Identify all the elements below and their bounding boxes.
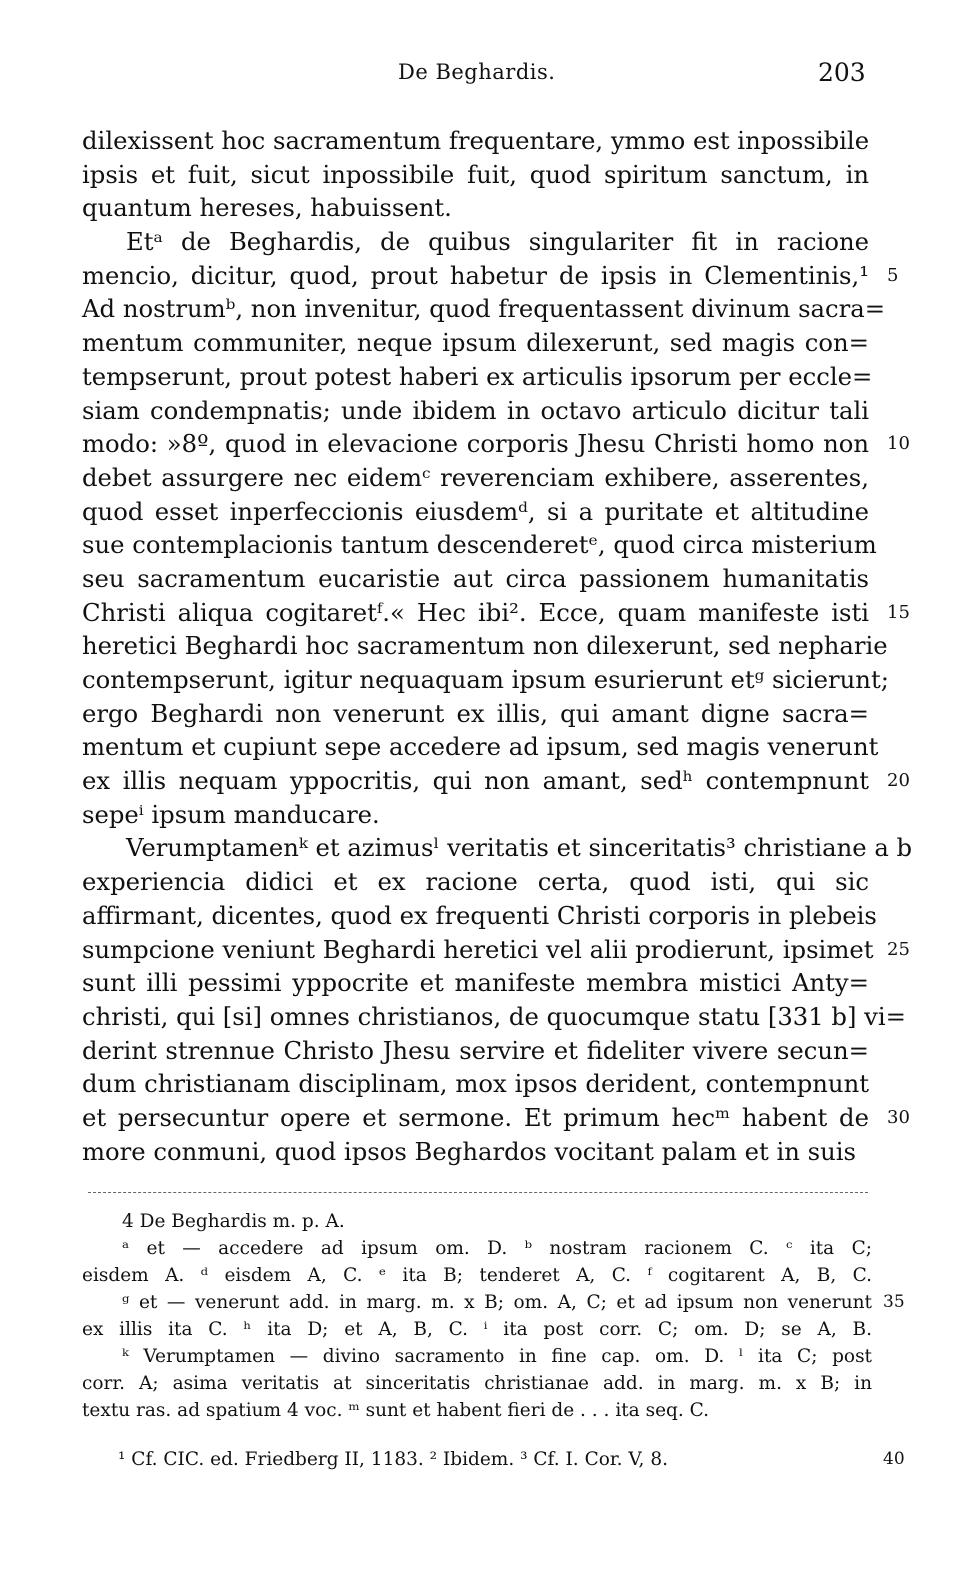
- text-line: [82, 730, 879, 764]
- line-text: tempserunt, prout potest haberi ex articulis ipsorum per eccle=: [82, 361, 873, 391]
- line-text: sepeⁱ ipsum manducare.: [82, 799, 380, 829]
- page-header: [0, 58, 960, 94]
- critical-apparatus: [82, 1208, 905, 1424]
- line-text: heretici Beghardi hoc sacramentum non dilexerunt, sed nepharie: [82, 631, 888, 661]
- line-text: quod esset inperfeccionis eiusdemᵈ, si a puritate et altitudine: [82, 496, 869, 526]
- line-text: siam condempnatis; unde ibidem in octavo articulo dicitur tali: [82, 395, 869, 425]
- line-text: ex illis nequam yppocritis, qui non amant, sedʰ contempnunt: [82, 766, 869, 796]
- line-text: Etᵃ de Beghardis, de quibus singulariter fit in racione: [126, 227, 869, 257]
- text-line: [82, 764, 910, 798]
- line-text: quantum hereses, habuissent.: [82, 193, 452, 223]
- line-number: 20: [887, 770, 910, 792]
- text-line: [82, 158, 869, 192]
- line-text: Christi aliqua cogitaretᶠ.« Hec ibi². Ecce, quam manifeste isti: [82, 597, 869, 627]
- text-line: [82, 629, 888, 663]
- apparatus-text: ᵃ et — accedere ad ipsum om. D. ᵇ nostram racionem C. ᶜ ita C;: [122, 1238, 872, 1259]
- apparatus-text: 4 De Beghardis m. p. A.: [122, 1211, 345, 1232]
- line-number: 25: [887, 938, 910, 960]
- text-line: [82, 798, 869, 832]
- line-text: sumpcione veniunt Beghardi heretici vel alii prodierunt, ipsimet: [82, 934, 874, 964]
- apparatus-text: eisdem A. ᵈ eisdem A, C. ᵉ ita B; tenderet A, C. ᶠ cogitarent A, B, C.: [82, 1265, 872, 1286]
- line-text: experiencia didici et ex racione certa, quod isti, qui sic: [82, 867, 869, 897]
- line-text: mencio, dicitur, quod, prout habetur de ipsis in Clementinis,¹: [82, 260, 869, 290]
- text-line: [82, 259, 899, 293]
- line-text: affirmant, dicentes, quod ex frequenti Christi corporis in plebeis: [82, 900, 877, 930]
- text-line: [82, 528, 877, 562]
- line-text: dum christianam disciplinam, mox ipsos derident, contempnunt: [82, 1069, 869, 1099]
- source-references: [118, 1446, 905, 1473]
- text-line: [82, 1101, 910, 1135]
- main-text: [82, 124, 913, 1168]
- line-number: 35: [883, 1292, 905, 1312]
- line-text: contempserunt, igitur nequaquam ipsum esurierunt etᵍ sicierunt;: [82, 665, 889, 694]
- text-line: [82, 899, 877, 933]
- line-number: 30: [887, 1106, 910, 1128]
- line-number: 10: [887, 433, 910, 455]
- line-number: 40: [883, 1449, 905, 1469]
- text-line: [82, 663, 889, 697]
- text-line: [82, 225, 869, 259]
- line-number: 5: [887, 264, 899, 286]
- text-line: [82, 933, 910, 967]
- text-line: [82, 1067, 869, 1101]
- text-line: [82, 495, 869, 529]
- apparatus-line: [82, 1397, 872, 1424]
- line-text: et persecuntur opere et sermone. Et primum hecᵐ habent de: [82, 1102, 869, 1132]
- line-text: more conmuni, quod ipsos Beghardos vocitant palam et in suis: [82, 1136, 856, 1166]
- running-title: De Beghardis.: [398, 60, 556, 84]
- apparatus-text: ᵏ Verumptamen — divino sacramento in fine cap. om. D. ˡ ita C; post: [122, 1346, 872, 1367]
- apparatus-text: ex illis ita C. ʰ ita D; et A, B, C. ⁱ ita post corr. C; om. D; se A, B.: [82, 1319, 872, 1340]
- text-line: [82, 1000, 907, 1034]
- line-text: debet assurgere nec eidemᶜ reverenciam exhibere, asserentes,: [82, 462, 869, 492]
- page-number: 203: [818, 58, 866, 87]
- text-line: [82, 1135, 869, 1169]
- text-line: [82, 865, 869, 899]
- apparatus-line: [82, 1289, 905, 1316]
- text-line: [82, 1034, 869, 1068]
- text-line: [82, 292, 886, 326]
- line-text: dilexissent hoc sacramentum frequentare, ymmo est inpossibile: [82, 126, 870, 155]
- apparatus-line: [82, 1208, 872, 1235]
- text-line: [82, 360, 873, 394]
- apparatus-line: [82, 1343, 872, 1370]
- line-text: Ad nostrumᵇ, non invenitur, quod frequentassent divinum sacra=: [82, 294, 886, 324]
- apparatus-line: [82, 1235, 872, 1262]
- line-text: ergo Beghardi non venerunt ex illis, qui amant digne sacra=: [82, 698, 869, 728]
- line-text: mentum et cupiunt sepe accedere ad ipsum, sed magis venerunt: [82, 732, 879, 762]
- apparatus-text: ᵍ et — venerunt add. in marg. m. x B; om. A, C; et ad ipsum non venerunt: [122, 1292, 872, 1313]
- line-number: 15: [887, 601, 910, 623]
- text-line: [82, 394, 869, 428]
- apparatus-line: [82, 1370, 872, 1397]
- line-text: modo: »8º, quod in elevacione corporis Jhesu Christi homo non: [82, 429, 869, 459]
- line-text: seu sacramentum eucaristie aut circa passionem humanitatis: [82, 563, 869, 593]
- text-line: [82, 596, 910, 630]
- text-line: [82, 831, 913, 865]
- text-line: [82, 966, 869, 1000]
- line-text: ipsis et fuit, sicut inpossibile fuit, quod spiritum sanctum, in: [82, 159, 869, 189]
- text-line: [82, 124, 869, 158]
- text-line: [82, 191, 869, 225]
- apparatus-text: textu ras. ad spatium 4 voc. ᵐ sunt et habent fieri de . . . ita seq. C.: [82, 1400, 710, 1421]
- line-text: Verumptamenᵏ et azimusˡ veritatis et sinceritatis³ christiane a b: [126, 833, 913, 863]
- references-text: ¹ Cf. CIC. ed. Friedberg II, 1183. ² Ibidem. ³ Cf. I. Cor. V, 8.: [118, 1449, 668, 1470]
- line-text: sunt illi pessimi yppocrite et manifeste membra mistici Anty=: [82, 968, 869, 998]
- line-text: christi, qui [si] omnes christianos, de quocumque statu [331 b] vi=: [82, 1001, 907, 1031]
- text-line: [82, 326, 869, 360]
- text-line: [82, 427, 910, 461]
- footnote-divider: [88, 1192, 868, 1193]
- apparatus-text: corr. A; asima veritatis at sinceritatis christianae add. in marg. m. x B; in: [82, 1373, 872, 1394]
- line-text: sue contemplacionis tantum descenderetᵉ, quod circa misterium: [82, 530, 877, 560]
- text-line: [82, 562, 869, 596]
- line-text: mentum communiter, neque ipsum dilexerunt, sed magis con=: [82, 328, 869, 358]
- text-line: [82, 461, 869, 495]
- line-text: derint strennue Christo Jhesu servire et fideliter vivere secun=: [82, 1035, 869, 1065]
- apparatus-line: [82, 1316, 872, 1343]
- text-line: [82, 697, 869, 731]
- apparatus-line: [82, 1262, 872, 1289]
